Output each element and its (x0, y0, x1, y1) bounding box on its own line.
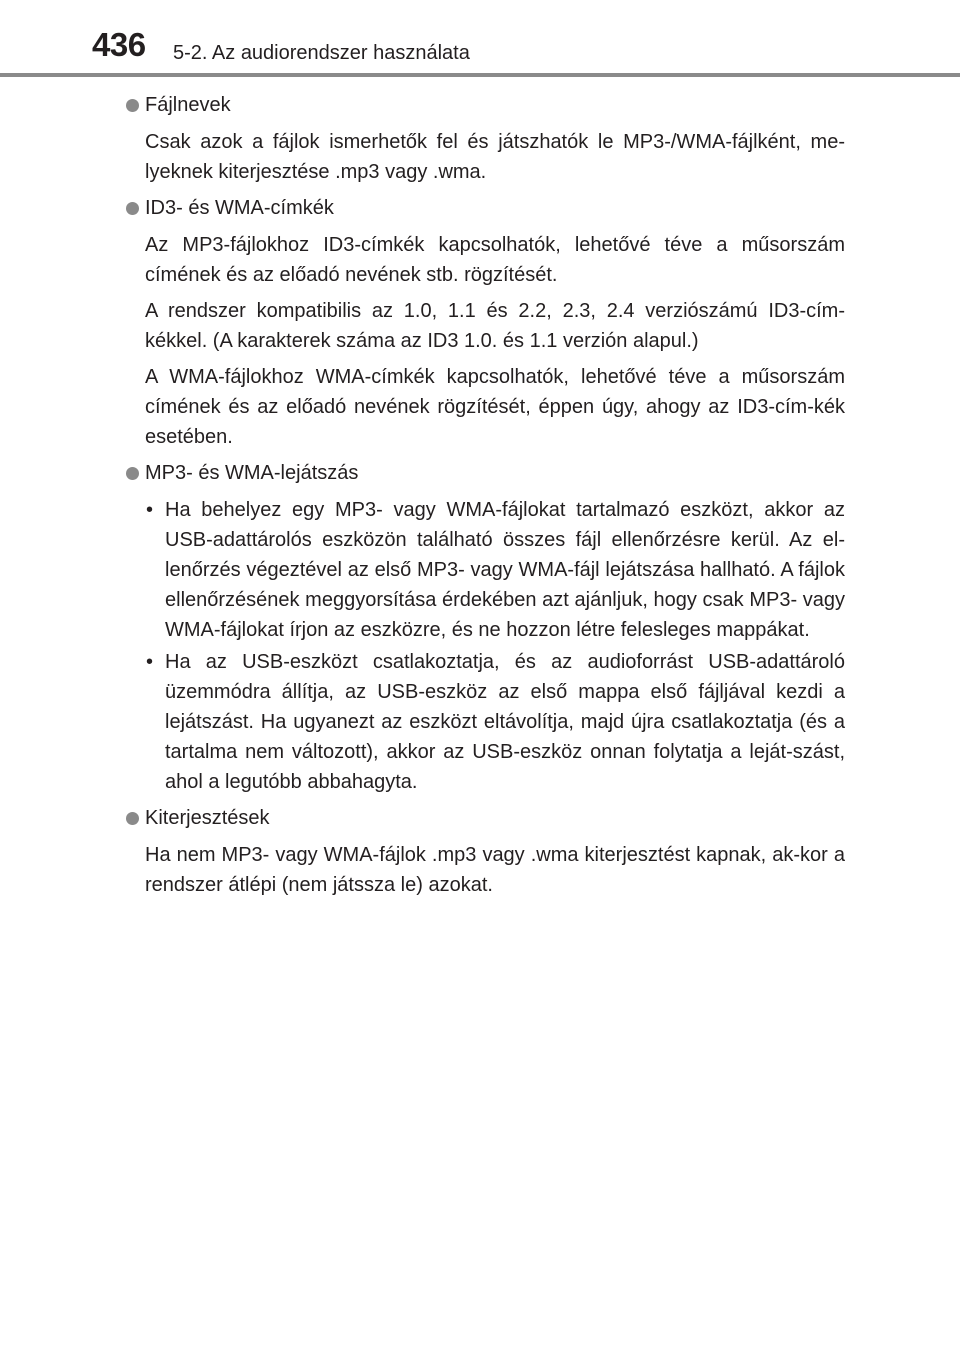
section-heading (126, 458, 845, 488)
page-content (126, 90, 845, 906)
section-heading (126, 193, 845, 223)
list-item-text: Ha az USB-eszközt csatlakoztatja, és az audioforrást USB-adattároló üzemmódra állítja, az USB-eszköz az első mappa első fájljával kezdi a lejátszást. Ha ugyanezt az eszközt eltávolítja, majd újra csatlakoztatja (és a tartalma nem változott), akkor az USB-eszköz onnan folytatja a leját-szást, ahol a legutóbb abbahagyta. (165, 651, 845, 793)
section-title: Fájlnevek (145, 94, 231, 116)
section-extensions (126, 803, 845, 900)
chapter-title: 5-2. Az audiorendszer használata (173, 42, 470, 64)
page-header (0, 0, 960, 80)
gray-dot-icon (126, 467, 139, 480)
paragraph: Ha nem MP3- vagy WMA-fájlok .mp3 vagy .wma kiterjesztést kapnak, ak-kor a rendszer átlépi (nem játssza le) azokat. (145, 844, 845, 896)
section-id3-tags (126, 193, 845, 452)
bullet-list (145, 495, 845, 797)
section-heading (126, 90, 845, 120)
page-number: 436 (92, 26, 146, 63)
list-item-text: Ha behelyez egy MP3- vagy WMA-fájlokat tartalmazó eszközt, akkor az USB-adattárolós eszközön található összes fájl ellenőrzésre kerül. Az el-lenőrzés végeztével az első MP3- vagy WMA-fájl lejátszása hallható. A fájlok ellenőrzésének meggyorsítása érdekében azt ajánljuk, hogy csak MP3- vagy WMA-fájlokat írjon az eszközre, és ne hozzon létre felesleges mappákat. (165, 499, 845, 641)
list-item (145, 647, 845, 797)
section-playback (126, 458, 845, 797)
bullet-icon: • (146, 499, 154, 521)
paragraph: A WMA-fájlokhoz WMA-címkék kapcsolhatók, lehetővé téve a műsorszám címének és az előadó nevének rögzítését, éppen úgy, ahogy az ID3-cím-kék esetében. (145, 366, 845, 448)
paragraph: A rendszer kompatibilis az 1.0, 1.1 és 2.2, 2.3, 2.4 verziószámú ID3-cím-kékkel. (A karakterek száma az ID3 1.0. és 1.1 verzión alapul.) (145, 300, 845, 352)
section-file-names (126, 90, 845, 187)
bullet-icon: • (146, 651, 154, 673)
gray-dot-icon (126, 202, 139, 215)
paragraph: Az MP3-fájlokhoz ID3-címkék kapcsolhatók, lehetővé téve a műsorszám címének és az előadó nevének stb. rögzítését. (145, 234, 845, 286)
section-title: ID3- és WMA-címkék (145, 197, 334, 219)
section-title: MP3- és WMA-lejátszás (145, 462, 359, 484)
gray-dot-icon (126, 812, 139, 825)
list-item (145, 495, 845, 645)
section-heading (126, 803, 845, 833)
gray-dot-icon (126, 99, 139, 112)
header-rule (0, 73, 960, 77)
paragraph: Csak azok a fájlok ismerhetők fel és játszhatók le MP3-/WMA-fájlként, me-lyeknek kiterjesztése .mp3 vagy .wma. (145, 131, 845, 183)
section-title: Kiterjesztések (145, 807, 270, 829)
